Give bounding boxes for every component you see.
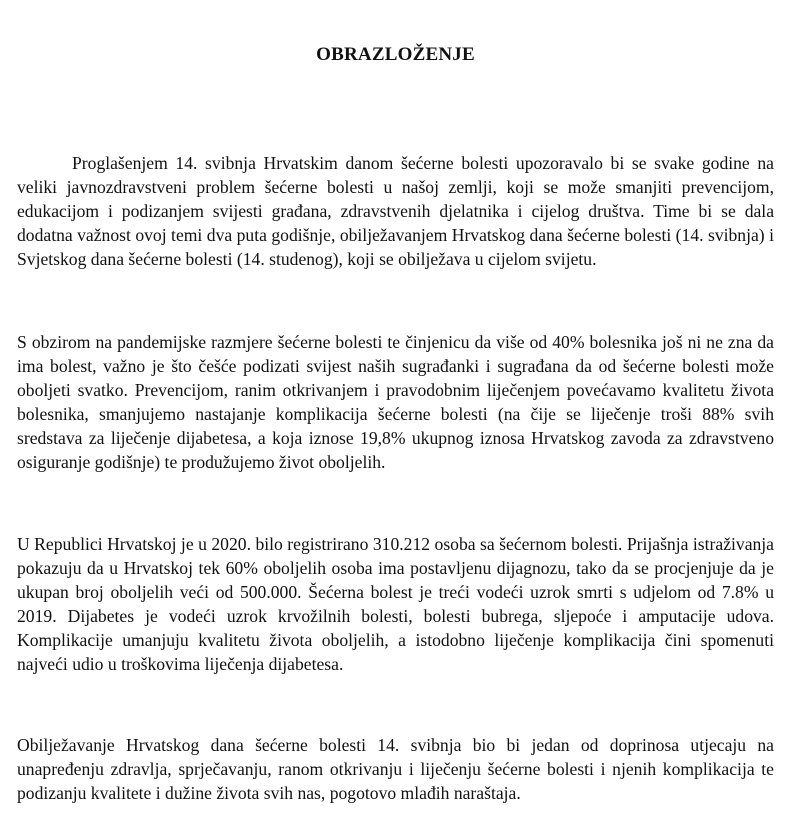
paragraph-4: Obilježavanje Hrvatskog dana šećerne bolesti 14. svibnja bio bi jedan od doprinosa utjecaju na unapređenju zdravlja, sprječavanju, ranom otkrivanju i liječenju šećerne bolesti i njenih komplikacija te podizanju kvalitete i dužine života svih nas, pogotovo mlađih naraštaja. [17, 735, 774, 803]
document-title: OBRAZLOŽENJE [316, 44, 475, 65]
paragraph-2: S obzirom na pandemijske razmjere šećerne bolesti te činjenicu da više od 40% bolesnika još ni ne zna da ima bolest, važno je što češće podizati svijest naših sugrađanki i sugrađana da od šećerne bolesti može oboljeti svatko. Prevencijom, ranim otkrivanjem i pravodobnim liječenjem povećavamo kvalitetu života bolesnika, smanjujemo nastajanje komplikacija šećerne bolesti (na čije se liječenje troši 88% svih sredstava za liječenje dijabetesa, a koja iznose 19,8% ukupnog iznosa Hrvatskog zavoda za zdravstveno osiguranje godišnje) te produžujemo život oboljelih. [17, 332, 774, 472]
paragraph-1: Proglašenjem 14. svibnja Hrvatskim danom šećerne bolesti upozoravalo bi se svake godine na veliki javnozdravstveni problem šećerne bolesti u našoj zemlji, koji se može smanjiti prevencijom, edukacijom i podizanjem svijesti građana, zdravstvenih djelatnika i cijelog društva. Time bi se dala dodatna važnost ovoj temi dva puta godišnje, obilježavanjem Hrvatskog dana šećerne bolesti (14. svibnja) i Svjetskog dana šećerne bolesti (14. studenog), koji se obilježava u cijelom svijetu. [17, 153, 774, 269]
paragraph-3: U Republici Hrvatskoj je u 2020. bilo registrirano 310.212 osoba sa šećernom bolesti. Prijašnja istraživanja pokazuju da u Hrvatskoj tek 60% oboljelih osoba ima postavljenu dijagnozu, tako da se procjenjuje da je ukupan broj oboljelih veći od 500.000. Šećerna bolest je treći vodeći uzrok smrti s udjelom od 7.8% u 2019. Dijabetes je vodeći uzrok krvožilnih bolesti, bolesti bubrega, sljepoće i amputacije udova. Komplikacije umanjuju kvalitetu života oboljelih, a istodobno liječenje komplikacija čini spomenuti najveći udio u troškovima liječenja dijabetesa. [17, 534, 774, 674]
